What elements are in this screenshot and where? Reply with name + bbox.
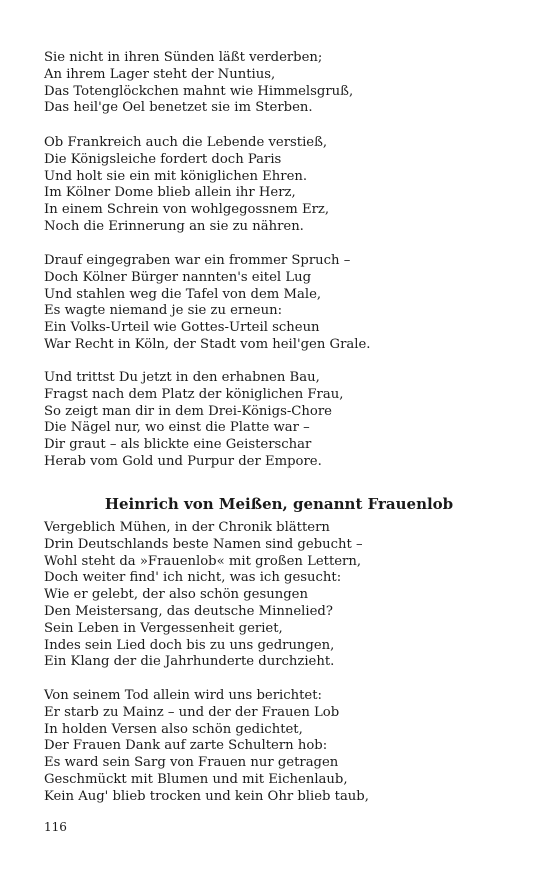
verse-line: Und trittst Du jetzt in den erhabnen Bau, — [44, 370, 320, 385]
verse-line: So zeigt man dir in dem Drei-Königs-Chore — [44, 403, 332, 419]
verse-line: Indes sein Lied doch bis zu uns gedrungen, — [44, 637, 335, 653]
verse-line: Das heil'ge Oel benetzet sie im Sterben. — [44, 100, 313, 116]
stanza-1 — [44, 50, 514, 117]
verse-line: Wie er gelebt, der also schön gesungen — [44, 587, 308, 603]
verse-line: Den Meistersang, das deutsche Minnelied? — [44, 603, 333, 619]
verse-line: Und stahlen weg die Tafel von dem Male, — [44, 286, 322, 302]
verse-line: In einem Schrein von wohlgegossnem Erz, — [44, 202, 330, 218]
verse-line: Und holt sie ein mit königlichen Ehren. — [44, 168, 308, 184]
verse-line: Ob Frankreich auch die Lebende verstieß, — [44, 135, 328, 150]
verse-line: An ihrem Lager steht der Nuntius, — [44, 66, 276, 82]
verse-line: Sie nicht in ihren Sünden läßt verderben; — [44, 50, 323, 65]
verse-line: Herab vom Gold und Purpur der Empore. — [44, 453, 322, 469]
stanza-5 — [44, 520, 514, 671]
verse-line: Doch Kölner Bürger nannten's eitel Lug — [44, 269, 312, 285]
verse-line: Noch die Erinnerung an sie zu nähren. — [44, 218, 304, 234]
verse-line: Drauf eingegraben war ein frommer Spruch – — [44, 253, 351, 268]
stanza-2 — [44, 135, 514, 236]
verse-line: Ein Klang der die Jahrhunderte durchzieht. — [44, 654, 335, 670]
verse-line: Sein Leben in Vergessenheit geriet, — [44, 620, 283, 636]
page-number: 116 — [44, 820, 67, 834]
verse-line: Geschmückt mit Blumen und mit Eichenlaub, — [44, 771, 348, 787]
verse-line: Es ward sein Sarg von Frauen nur getragen — [44, 755, 339, 771]
verse-line: Das Totenglöckchen mahnt wie Himmelsgruß, — [44, 83, 354, 99]
verse-line: Im Kölner Dome blieb allein ihr Herz, — [44, 185, 296, 201]
verse-line: Vergeblich Mühen, in der Chronik blättern — [44, 520, 330, 535]
verse-line: Die Nägel nur, wo einst die Platte war – — [44, 420, 310, 436]
verse-line: Dir graut – als blickte eine Geisterschar — [44, 437, 312, 453]
verse-line: Doch weiter find' ich nicht, was ich gesucht: — [44, 570, 342, 586]
verse-line: In holden Versen also schön gedichtet, — [44, 721, 303, 737]
verse-line: Drin Deutschlands beste Namen sind gebucht – — [44, 536, 363, 552]
verse-line: Fragst nach dem Platz der königlichen Frau, — [44, 386, 344, 402]
verse-line: Ein Volks-Urteil wie Gottes-Urteil scheun — [44, 320, 320, 336]
verse-line: Von seinem Tod allein wird uns berichtet: — [44, 688, 322, 703]
section-heading: Heinrich von Meißen, genannt Frauenlob — [104, 495, 454, 513]
verse-line: Kein Aug' blieb trocken und kein Ohr blieb taub, — [44, 788, 369, 804]
verse-line: Wohl steht da »Frauenlob« mit großen Lettern, — [44, 553, 362, 569]
verse-line: Die Königsleiche fordert doch Paris — [44, 151, 282, 167]
verse-line: War Recht in Köln, der Stadt vom heil'gen Grale. — [44, 336, 371, 352]
stanza-4 — [44, 370, 514, 471]
verse-line: Er starb zu Mainz – und der der Frauen Lob — [44, 704, 340, 720]
stanza-6 — [44, 688, 514, 806]
verse-line: Es wagte niemand je sie zu erneun: — [44, 303, 283, 319]
stanza-3 — [44, 253, 514, 354]
verse-line: Der Frauen Dank auf zarte Schultern hob: — [44, 738, 328, 754]
